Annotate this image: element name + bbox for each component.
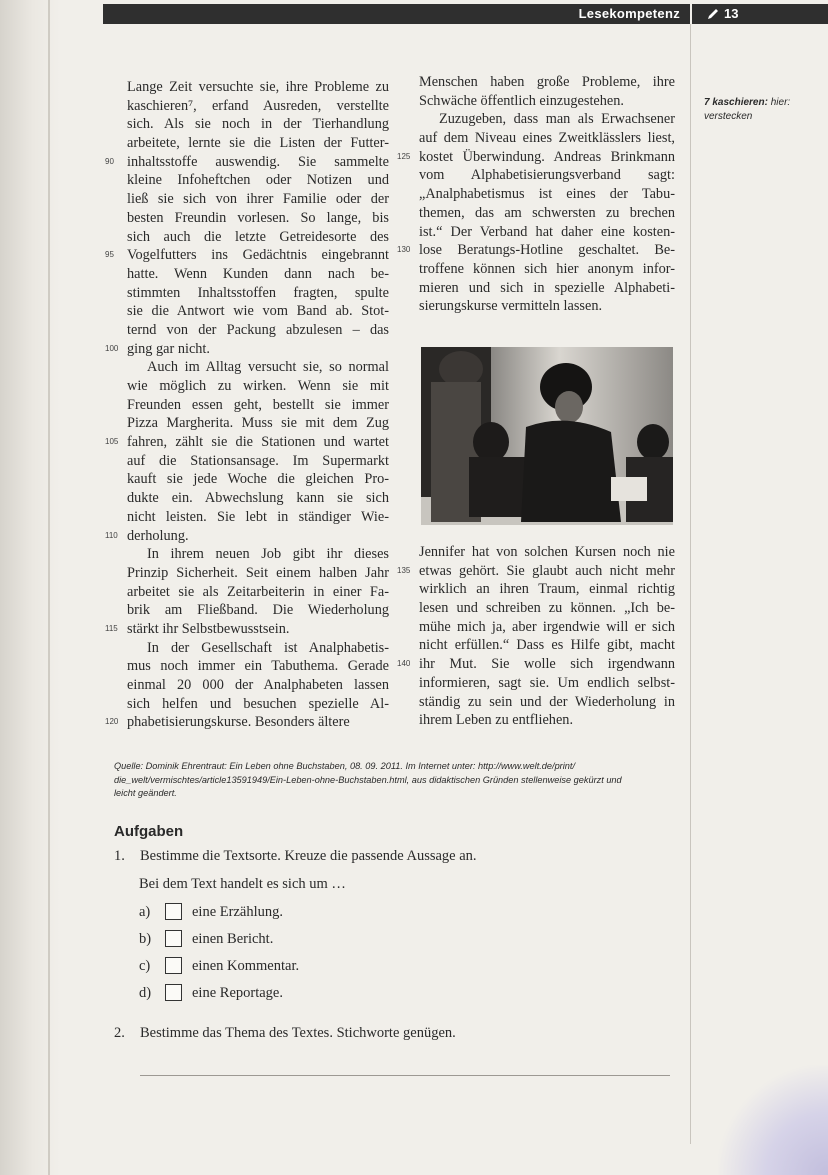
text-line bbox=[419, 166, 675, 185]
line-text: ihr Mut. Sie wolle sich irgendwann bbox=[419, 656, 675, 673]
text-line bbox=[127, 695, 389, 714]
header-separator bbox=[690, 4, 692, 24]
line-number: 100 bbox=[105, 343, 119, 353]
source-line: die_welt/vermischtes/article13591949/Ein-Leben-ohne-Buchstaben.html, aus didaktischen Gründen stellenweise gekürzt und bbox=[114, 774, 622, 785]
line-text: wirklich an ihren Traum, einmal richtig bbox=[419, 581, 675, 598]
line-text: ist.“ Der Verband hat daher eine kosten- bbox=[419, 223, 675, 240]
line-text: lose Beratungs-Hotline geschaltet. Be- bbox=[419, 242, 675, 259]
text-line bbox=[105, 246, 389, 265]
text-column-right-top bbox=[397, 73, 675, 316]
line-text: nicht leisten. Sie lebt in ständiger Wie- bbox=[127, 508, 389, 525]
line-text: einmal 20 000 der Analphabeten lassen bbox=[127, 677, 389, 693]
line-number: 105 bbox=[105, 437, 119, 447]
text-line bbox=[127, 676, 389, 695]
line-number: 110 bbox=[105, 530, 118, 540]
text-line bbox=[419, 223, 675, 242]
line-text: Zuzugeben, dass man als Erwachsener bbox=[439, 111, 675, 128]
line-text: auf die Stationsansage. Im Supermarkt bbox=[127, 452, 389, 469]
task-text: Bestimme das Thema des Textes. Stichworte genügen. bbox=[140, 1025, 456, 1041]
text-line bbox=[419, 674, 675, 693]
text-line bbox=[127, 115, 389, 134]
line-text: phabetisierungskurse. Besonders ältere bbox=[127, 714, 350, 731]
text-line bbox=[419, 185, 675, 204]
text-line bbox=[127, 583, 389, 602]
footnote-term: 7 kaschieren: bbox=[704, 97, 768, 108]
footnote bbox=[704, 96, 814, 124]
text-line bbox=[127, 228, 389, 247]
text-line bbox=[127, 564, 389, 583]
line-number: 120 bbox=[105, 717, 119, 727]
text-line bbox=[127, 657, 389, 676]
text-line bbox=[127, 321, 389, 340]
photo-literacy-course bbox=[421, 347, 673, 525]
option-letter: b) bbox=[139, 931, 152, 947]
line-text: sich auch die letzte Getreidesorte des bbox=[127, 228, 389, 245]
line-text: sie die Antwort wie vom Band ab. Stot- bbox=[127, 303, 389, 320]
line-text: ständig zu sein und der Wiederholung in bbox=[419, 693, 675, 710]
text-line bbox=[397, 655, 675, 674]
option-b-checkbox[interactable] bbox=[165, 930, 182, 947]
text-line bbox=[127, 470, 389, 489]
line-text: mieren und sich in spezielle Alphabeti- bbox=[419, 279, 675, 296]
answer-line[interactable] bbox=[140, 1075, 670, 1076]
margin-rule bbox=[690, 24, 691, 1144]
text-line bbox=[105, 153, 389, 172]
text-line bbox=[127, 209, 389, 228]
source-citation bbox=[114, 760, 674, 801]
text-line bbox=[105, 713, 389, 732]
option-letter: c) bbox=[139, 958, 151, 974]
text-line bbox=[127, 302, 389, 321]
text-line bbox=[127, 414, 389, 433]
line-text: Menschen haben große Probleme, ihre bbox=[419, 74, 675, 90]
text-line bbox=[419, 618, 675, 637]
option-label: eine Reportage. bbox=[192, 985, 283, 1001]
option-d-checkbox[interactable] bbox=[165, 984, 182, 1001]
line-number: 95 bbox=[105, 250, 114, 260]
page-number: 13 bbox=[724, 6, 739, 21]
line-text: kaschieren⁷, erfand Ausreden, verstellte bbox=[127, 97, 389, 114]
line-text: In der Gesellschaft ist Analphabetis- bbox=[147, 639, 389, 656]
text-line bbox=[419, 580, 675, 599]
tasks-heading: Aufgaben bbox=[114, 823, 184, 840]
text-line bbox=[419, 260, 675, 279]
line-text: Freunden essen geht, bestellt sie immer bbox=[127, 396, 389, 413]
pencil-icon bbox=[706, 7, 720, 21]
text-line bbox=[127, 396, 389, 415]
line-text: troffene können sich hier anonym infor- bbox=[419, 260, 675, 277]
task-1 bbox=[114, 848, 477, 865]
line-text: fahren, zählt sie die Stationen und wartet bbox=[127, 434, 389, 451]
text-line bbox=[397, 241, 675, 260]
task-text: Bestimme die Textsorte. Kreuze die passende Aussage an. bbox=[140, 848, 477, 864]
text-line bbox=[419, 129, 675, 148]
text-line bbox=[127, 489, 389, 508]
line-text: sich helfen und besuchen spezielle Al- bbox=[127, 695, 389, 712]
line-text: nicht erfüllen.“ Dass es Hilfe gibt, macht bbox=[419, 637, 675, 654]
line-number: 125 bbox=[397, 151, 411, 161]
text-column-left bbox=[105, 78, 389, 732]
option-letter: d) bbox=[139, 985, 152, 1001]
line-number: 140 bbox=[397, 659, 411, 669]
line-number: 130 bbox=[397, 245, 411, 255]
line-text: derholung. bbox=[127, 527, 189, 544]
option-letter: a) bbox=[139, 904, 151, 920]
page-shadow bbox=[0, 0, 60, 1175]
line-text: arbeitete, lernte sie die Listen der Futter- bbox=[127, 135, 389, 152]
line-text: wie möglich zu wirken. Wenn sie mit bbox=[127, 378, 389, 394]
line-text: hatte. Wenn Kunden dann nach be- bbox=[127, 265, 389, 282]
line-number: 90 bbox=[105, 156, 114, 166]
text-line bbox=[127, 78, 389, 97]
header-section-title: Lesekompetenz bbox=[578, 6, 680, 21]
text-line bbox=[127, 134, 389, 153]
text-line bbox=[127, 265, 389, 284]
line-text: ihrem Leben zu entfliehen. bbox=[419, 712, 574, 729]
line-text: „Analphabetismus ist eines der Tabu- bbox=[419, 186, 675, 203]
line-text: In ihrem neuen Job gibt ihr dieses bbox=[147, 546, 389, 563]
text-line bbox=[397, 562, 675, 581]
line-number: 135 bbox=[397, 565, 411, 575]
line-text: informieren, sagt sie. Um endlich selbst- bbox=[419, 674, 675, 691]
text-line bbox=[127, 508, 389, 527]
binding-edge bbox=[48, 0, 50, 1175]
task-1-lead: Bei dem Text handelt es sich um … bbox=[139, 876, 346, 892]
text-line bbox=[127, 545, 389, 564]
option-label: eine Erzählung. bbox=[192, 904, 283, 920]
line-text: Schwäche öffentlich einzugestehen. bbox=[419, 92, 624, 109]
line-text: arbeitet sie als Zeitarbeiterin in einer Fa- bbox=[127, 583, 389, 600]
text-line bbox=[127, 171, 389, 190]
line-text: inhaltsstoffe auswendig. Sie sammelte bbox=[127, 153, 389, 170]
text-line bbox=[419, 279, 675, 298]
line-text: Vogelfutters ins Gedächtnis eingebrannt bbox=[127, 247, 389, 264]
text-line bbox=[127, 284, 389, 303]
text-line bbox=[105, 433, 389, 452]
footnote-definition: hier: verstecken bbox=[704, 97, 791, 122]
line-text: themen, das am schwersten zu brechen bbox=[419, 204, 675, 221]
text-line bbox=[127, 452, 389, 471]
line-text: kostet Überwindung. Andreas Brinkmann bbox=[419, 148, 675, 165]
task-number: 1. bbox=[114, 848, 125, 864]
line-text: sierungskurse vermitteln lassen. bbox=[419, 298, 603, 315]
line-text: ging gar nicht. bbox=[127, 340, 210, 357]
text-line bbox=[419, 599, 675, 618]
text-line bbox=[419, 297, 675, 316]
option-a-checkbox[interactable] bbox=[165, 903, 182, 920]
option-label: einen Kommentar. bbox=[192, 958, 300, 974]
text-line bbox=[105, 527, 389, 546]
line-text: Auch im Alltag versucht sie, so normal bbox=[147, 359, 389, 376]
text-line bbox=[419, 543, 675, 562]
line-text: ließ sie sich von ihrer Familie oder der bbox=[127, 191, 389, 208]
line-text: dukte ein. Abwechslung kann sie sich bbox=[127, 490, 389, 507]
line-text: auf dem Niveau eines Zweitklässlers liest, bbox=[419, 130, 675, 147]
photo-illustration bbox=[421, 347, 673, 525]
text-line bbox=[127, 97, 389, 116]
text-line bbox=[127, 358, 389, 377]
option-label: einen Bericht. bbox=[192, 931, 274, 947]
line-text: Jennifer hat von solchen Kursen noch nie bbox=[419, 544, 675, 560]
text-line bbox=[105, 340, 389, 359]
text-line bbox=[419, 73, 675, 92]
line-text: mühe mich ja, aber irgendwie will er sich bbox=[419, 618, 675, 635]
line-text: ternd von der Packung abzulesen – das bbox=[127, 321, 389, 338]
line-number: 115 bbox=[105, 623, 118, 633]
source-line: leicht geändert. bbox=[114, 788, 177, 798]
line-text: sich. Als sie noch in der Tierhandlung bbox=[127, 116, 389, 133]
line-text: stärkt ihr Selbstbewusstsein. bbox=[127, 620, 290, 637]
line-text: mus noch immer ein Tabuthema. Gerade bbox=[127, 658, 389, 675]
option-b bbox=[139, 929, 273, 949]
line-text: kleine Infoheftchen oder Notizen und bbox=[127, 172, 389, 189]
text-line bbox=[419, 204, 675, 223]
line-text: Prinzip Sicherheit. Seit einem halben Jahr bbox=[127, 564, 389, 581]
option-c-checkbox[interactable] bbox=[165, 957, 182, 974]
line-text: vom Alphabetisierungsverband sagt: bbox=[419, 167, 675, 184]
text-line bbox=[127, 377, 389, 396]
line-text: lesen und schreiben zu können. „Ich be- bbox=[419, 600, 675, 617]
line-text: Lange Zeit versuchte sie, ihre Probleme zu bbox=[127, 79, 389, 95]
text-line bbox=[419, 693, 675, 712]
text-column-right-bottom bbox=[397, 543, 675, 730]
text-line bbox=[127, 601, 389, 620]
corner-light-reflection bbox=[718, 1065, 828, 1175]
line-text: stimmten Inhaltsstoffen fragten, spulte bbox=[127, 284, 389, 301]
line-text: brik am Fließband. Die Wiederholung bbox=[127, 602, 389, 619]
text-line bbox=[419, 711, 675, 730]
line-text: besten Freundin vorlesen. So lange, bis bbox=[127, 209, 389, 226]
text-line bbox=[419, 110, 675, 129]
task-2 bbox=[114, 1025, 456, 1042]
text-line bbox=[127, 190, 389, 209]
text-line bbox=[419, 92, 675, 111]
option-d bbox=[139, 983, 283, 1003]
task-number: 2. bbox=[114, 1025, 125, 1041]
text-line bbox=[397, 148, 675, 167]
text-line bbox=[419, 636, 675, 655]
option-a bbox=[139, 902, 283, 922]
option-c bbox=[139, 956, 299, 976]
source-line: Quelle: Dominik Ehrentraut: Ein Leben ohne Buchstaben, 08. 09. 2011. Im Internet unter: http://www.welt.de/print/ bbox=[114, 761, 576, 771]
text-line bbox=[105, 620, 389, 639]
line-text: kauft sie jede Woche die gleichen Pro- bbox=[127, 471, 389, 488]
text-line bbox=[127, 639, 389, 658]
line-text: Pizza Margherita. Muss sie mit dem Zug bbox=[127, 415, 389, 432]
line-text: etwas gehört. Sie glaubt auch nicht mehr bbox=[419, 562, 675, 579]
